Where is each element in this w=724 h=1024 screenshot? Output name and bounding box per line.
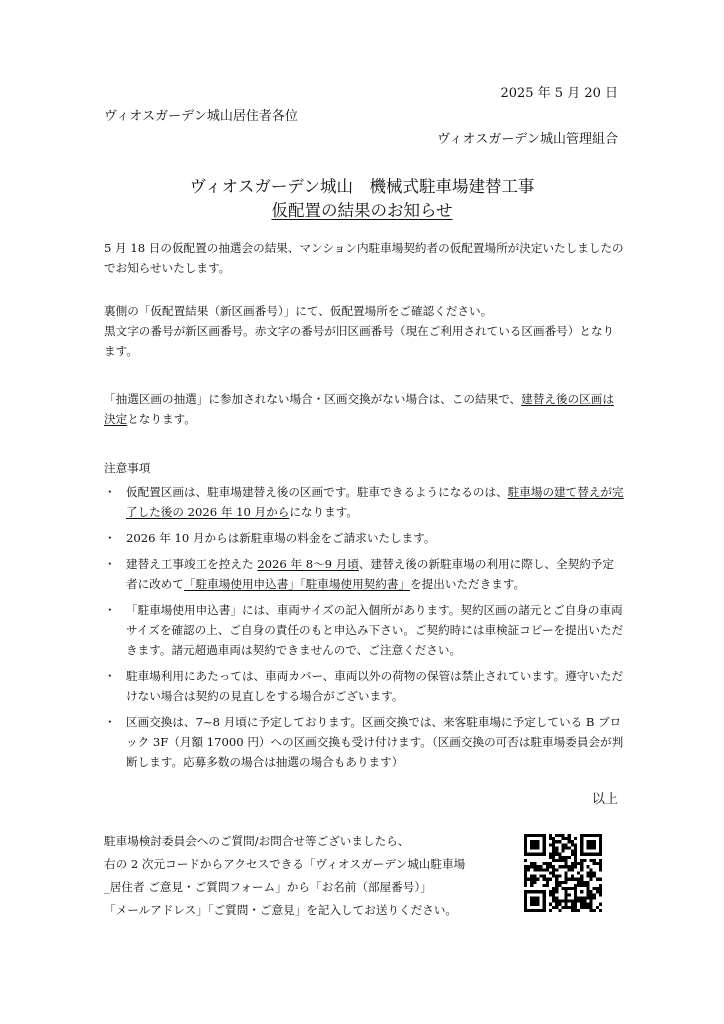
bullet: ・ bbox=[104, 715, 116, 729]
contact-line: 「メールアドレス」「ご質問・ご意見」を記入してお送りください。 bbox=[104, 903, 458, 917]
contact-info bbox=[104, 830, 504, 922]
contact-line: _居住者 ご意見・ご質問フォーム」から「お名前（部屋番号）」 bbox=[104, 880, 432, 894]
list-item bbox=[104, 666, 624, 706]
list-item bbox=[104, 600, 624, 660]
paragraph-result bbox=[104, 389, 624, 429]
document-date: 2025 年 5 月 20 日 bbox=[500, 86, 618, 101]
qr-code-icon[interactable] bbox=[524, 834, 602, 912]
document-title: ヴィオスガーデン城山 機械式駐車場建替工事 bbox=[189, 177, 535, 196]
contact-line: 駐車場検討委員会へのご質問/お問合せ等ございましたら、 bbox=[104, 834, 410, 848]
text-run: を提出いただきます。 bbox=[410, 577, 526, 591]
underlined-text: 建替え後の区画は決定 bbox=[104, 392, 614, 426]
bullet: ・ bbox=[104, 603, 116, 617]
sender: ヴィオスガーデン城山管理組合 bbox=[437, 132, 618, 147]
paragraph-line: 黒文字の番号が新区画番号。赤文字の番号が旧区画番号（現在ご利用されている区画番号）となります。 bbox=[104, 324, 615, 358]
paragraph-line: 裏側の「仮配置結果（新区画番号）」にて、仮配置場所をご確認ください。 bbox=[104, 304, 493, 318]
text-run: 仮配置区画は、駐車場建替え後の区画です。駐車できるようになるのは、 bbox=[126, 485, 508, 499]
text-run: になります。 bbox=[289, 505, 358, 519]
underlined-text: 2026 年 8～9 月頃 bbox=[257, 557, 359, 571]
paragraph-instructions bbox=[104, 301, 624, 361]
contact-line: 右の 2 次元コードからアクセスできる「ヴィオスガーデン城山駐車場 bbox=[104, 857, 466, 871]
document-subtitle: 仮配置の結果のお知らせ bbox=[271, 201, 453, 220]
text-run: 駐車場利用にあたっては、車両カバー、車両以外の荷物の保管は禁止されています。遵守いただけない場合は契約の見直しをする場合がございます。 bbox=[126, 669, 624, 703]
paragraph-text: 5 月 18 日の仮配置の抽選会の結果、マンション内駐車場契約者の仮配置場所が決定いたしましたのでお知らせいたします。 bbox=[104, 241, 624, 275]
text-run: 2026 年 10 月からは新駐車場の料金をご請求いたします。 bbox=[126, 531, 436, 545]
bullet: ・ bbox=[104, 485, 116, 499]
paragraph-text bbox=[104, 389, 624, 429]
text-run: 区画交換は、7~8 月頃に予定しております。区画交換では、来客駐車場に予定している B ブロック 3F（月額 17000 円）への区画交換も受け付けます。（区画交換の可否は駐車場委員会が判断します。応募多数の場合は抽選の場合もあります） bbox=[126, 715, 624, 769]
text-run: 、建替え後の新駐車場の利用に際し、全契約予定者に改めて bbox=[126, 557, 614, 591]
list-item bbox=[104, 482, 624, 522]
bullet: ・ bbox=[104, 531, 116, 545]
closing-mark: 以上 bbox=[591, 792, 618, 807]
notes-heading: 注意事項 bbox=[104, 461, 151, 475]
list-item bbox=[104, 528, 624, 548]
paragraph-announcement bbox=[104, 238, 624, 278]
text-run: 「駐車場使用申込書」には、車両サイズの記入個所があります。契約区画の諸元とご自身の車両サイズを確認の上、ご自身の責任のもと申込み下さい。ご契約時には車検証コピーを提出いただきます。諸元超過車両は契約できませんので、ご注意ください。 bbox=[126, 603, 624, 657]
underlined-text: 「駐車場使用申込書」「駐車場使用契約書」 bbox=[183, 577, 411, 591]
text-run: 「抽選区画の抽選」に参加されない場合・区画交換がない場合は、この結果で、 bbox=[104, 392, 522, 406]
notes-list bbox=[104, 482, 624, 778]
underlined-text: 駐車場の建て替えが完了した後の 2026 年 10 月から bbox=[126, 485, 624, 519]
list-item bbox=[104, 712, 624, 772]
list-item bbox=[104, 554, 624, 594]
bullet: ・ bbox=[104, 557, 116, 571]
text-run: 建替え工事竣工を控えた bbox=[126, 557, 258, 571]
text-run: となります。 bbox=[127, 412, 196, 426]
addressee: ヴィオスガーデン城山居住者各位 bbox=[104, 109, 298, 124]
bullet: ・ bbox=[104, 669, 116, 683]
